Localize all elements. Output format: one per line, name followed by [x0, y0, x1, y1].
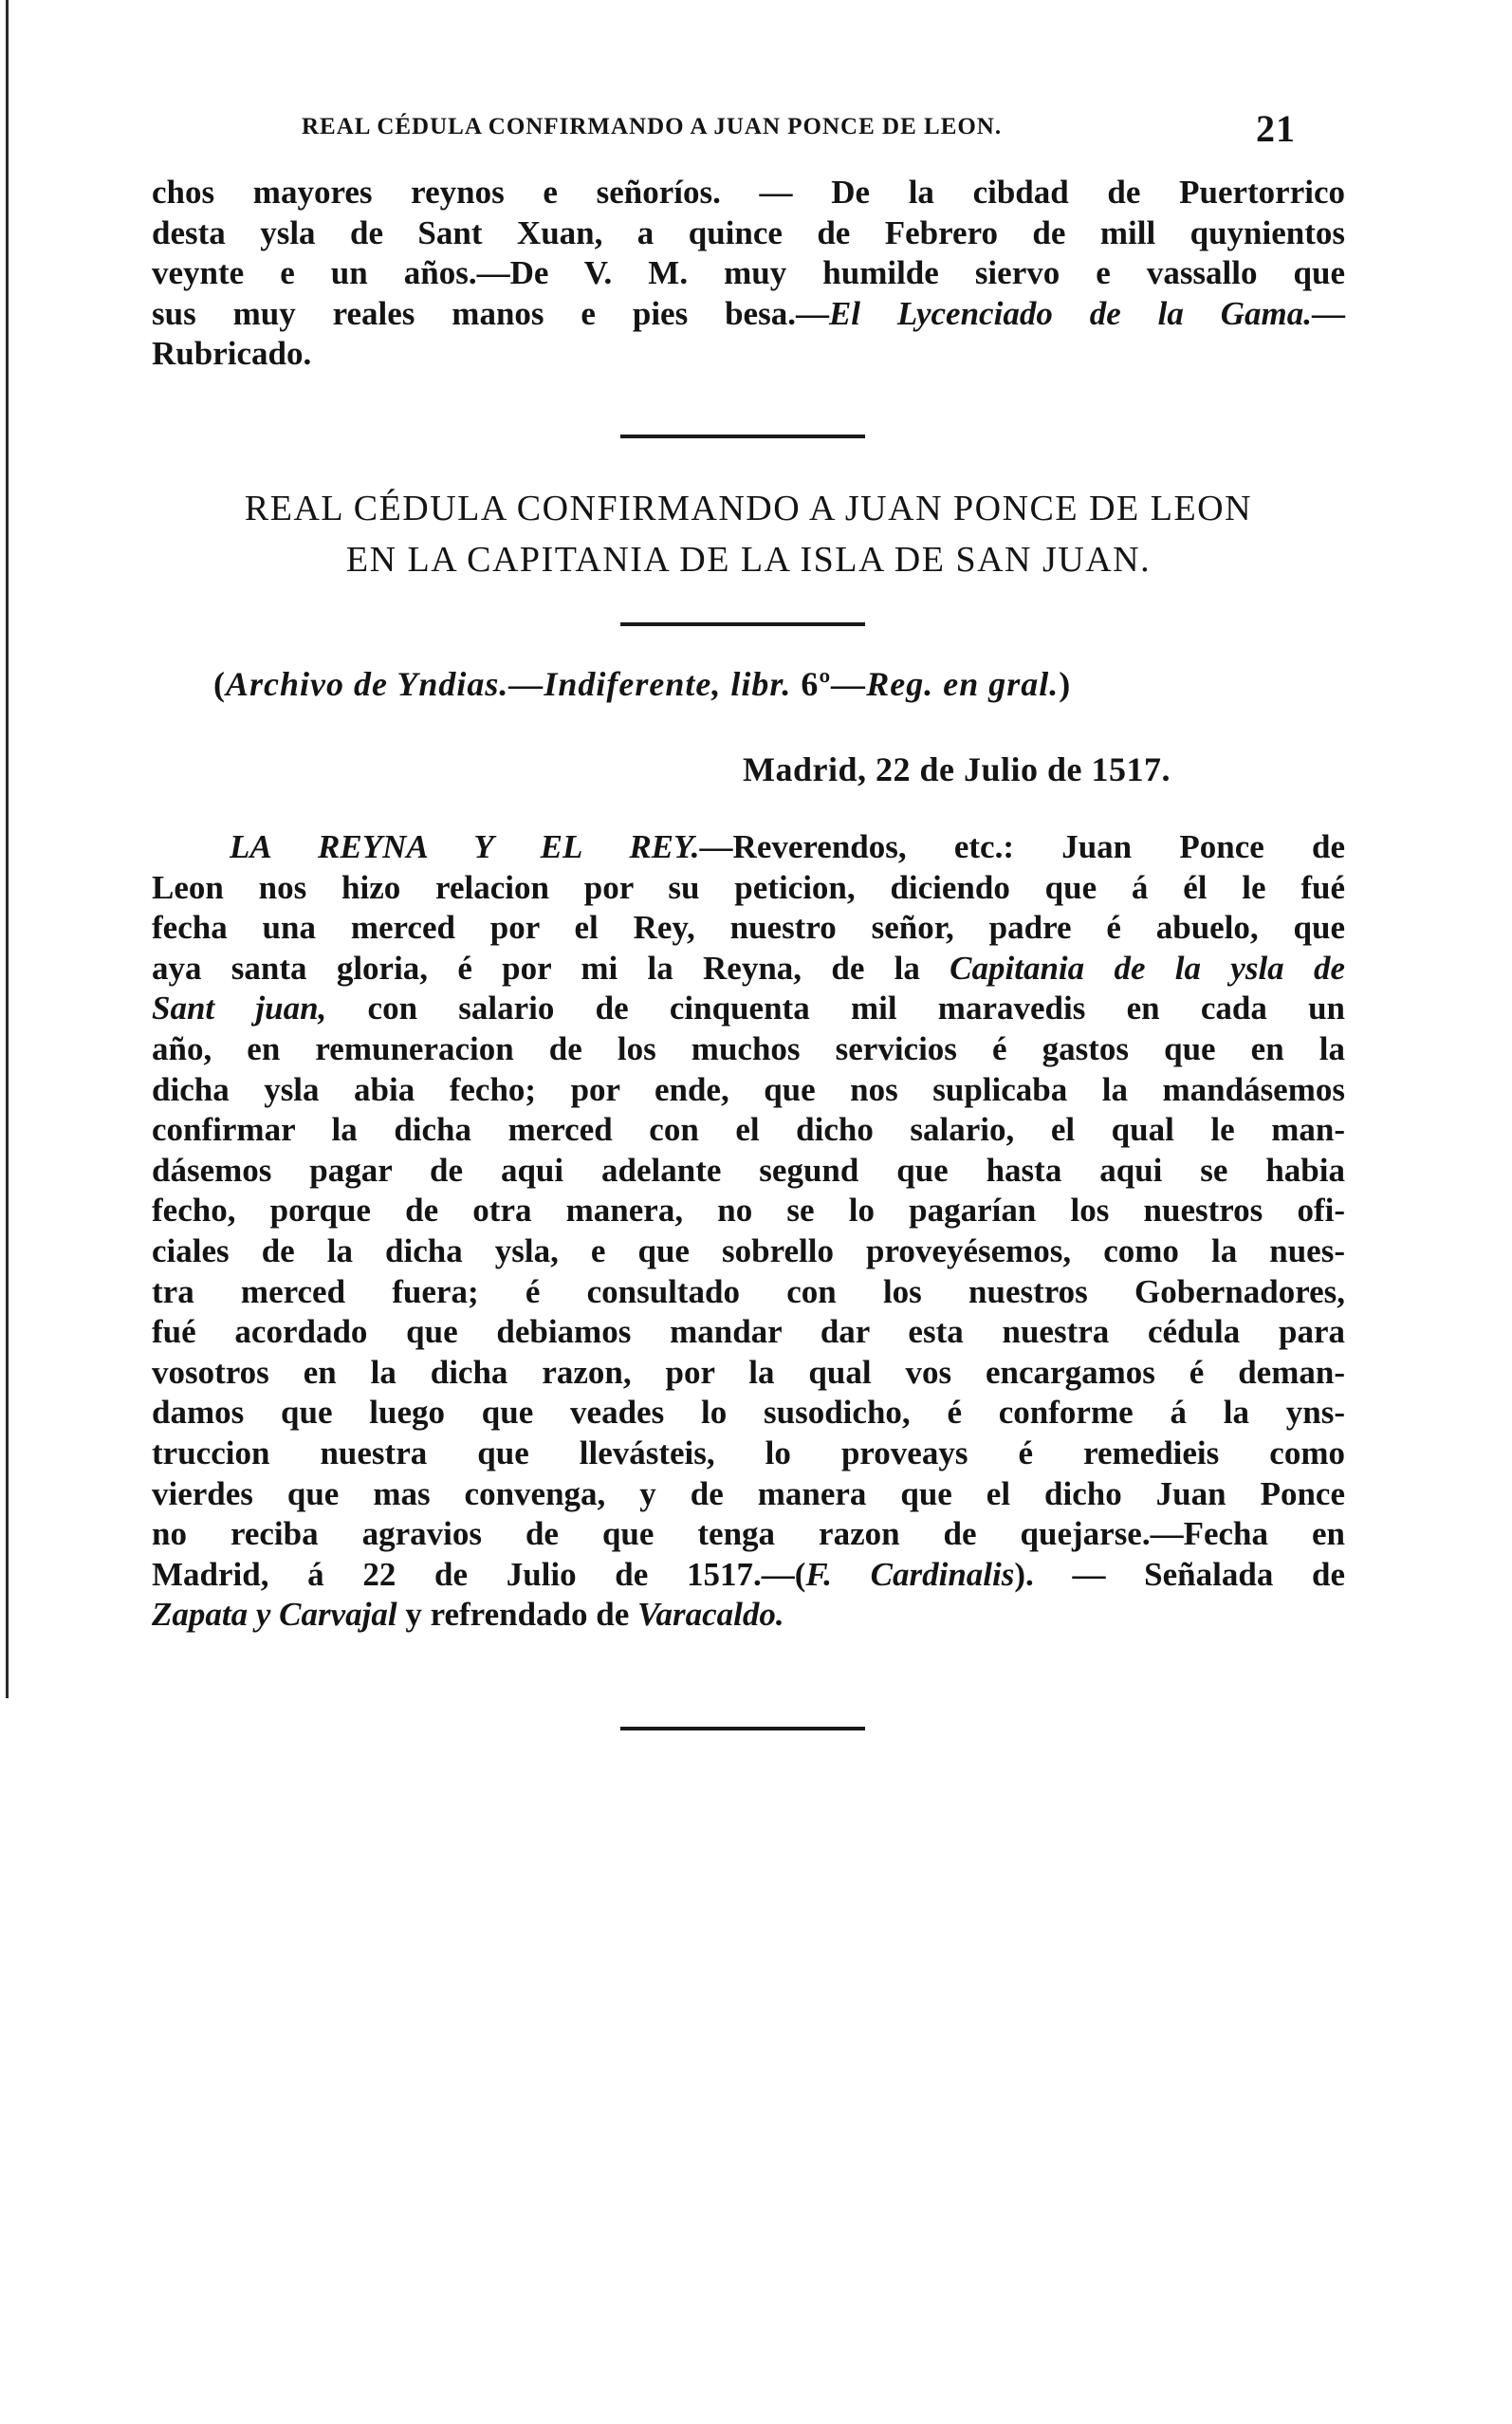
- signer-name: F. Cardinalis: [805, 1555, 1015, 1593]
- text-line: [152, 949, 1345, 990]
- sovereigns-heading: LA REYNA Y EL REY.: [230, 828, 700, 865]
- text-line: truccion nuestra que llevásteis, lo proveays é remedieis como: [152, 1434, 1345, 1471]
- running-head-title: REAL CÉDULA CONFIRMANDO A JUAN PONCE DE LEON.: [302, 114, 1003, 139]
- book-number: 6º: [801, 665, 832, 703]
- letter-closing-paragraph: [152, 173, 1345, 375]
- text-line: no reciba agravios de que tenga razon de quejarse.—Fecha en: [152, 1515, 1345, 1553]
- text-line: dásemos pagar de aqui adelante segund que hasta aqui se habia: [152, 1151, 1345, 1189]
- text-segment: y refrendado de: [396, 1596, 638, 1634]
- title-divider: [620, 622, 865, 626]
- text-segment: ). — Señalada de: [1014, 1555, 1345, 1593]
- text-segment: —: [1311, 294, 1345, 332]
- text-line: año, en remuneracion de los muchos servicios é gastos que en la: [152, 1029, 1345, 1067]
- text-line: [152, 1595, 1345, 1636]
- dateline: Madrid, 22 de Julio de 1517.: [743, 750, 1171, 788]
- text-line: [152, 827, 1345, 868]
- archive-reference: [213, 664, 1071, 704]
- text-line: desta ysla de Sant Xuan, a quince de Febrero de mill quynientos: [152, 213, 1345, 251]
- signatory-name: El Lycenciado de la Gama.: [828, 294, 1312, 332]
- document-title-line-2: EN LA CAPITANIA DE LA ISLA DE SAN JUAN.: [345, 540, 1152, 580]
- page-spine-edge: [6, 0, 9, 1698]
- text-line: [152, 294, 1345, 335]
- text-line: Rubricado.: [152, 335, 312, 373]
- text-line: chos mayores reynos e señoríos. — De la cibdad de Puertorrico: [152, 174, 1345, 211]
- text-line: fué acordado que debiamos mandar dar esta nuestra cédula para: [152, 1313, 1345, 1351]
- paren-close: ): [1059, 665, 1072, 703]
- running-head: [302, 106, 1296, 154]
- text-line: vosotros en la dicha razon, por la qual vos encargamos é deman-: [152, 1353, 1345, 1391]
- office-title-cont: Sant juan,: [152, 990, 327, 1027]
- text-line: [152, 1555, 1345, 1596]
- text-line: ciales de la dicha ysla, e que sobrello proveyésemos, como la nues-: [152, 1231, 1345, 1269]
- text-segment: aya santa gloria, é por mi la Reyna, de la: [152, 949, 950, 987]
- text-line: fecha una merced por el Rey, nuestro señor, padre é abuelo, que: [152, 909, 1345, 947]
- archive-source: Archivo de Yndias.—Indiferente, libr.: [226, 665, 802, 703]
- text-line: veynte e un años.—De V. M. muy humilde siervo e vassallo que: [152, 254, 1345, 292]
- office-title: Capitania de la ysla de: [950, 949, 1346, 987]
- text-segment: Madrid, á 22 de Julio de 1517.—(: [152, 1555, 806, 1593]
- countersigner-name: Varacaldo.: [637, 1596, 784, 1634]
- text-line: fecho, porque de otra manera, no se lo pagarían los nuestros ofi-: [152, 1192, 1345, 1230]
- text-segment: con salario de cinquenta mil maravedis en cada un: [326, 990, 1346, 1027]
- text-line: [152, 989, 1345, 1029]
- end-divider: [620, 1727, 865, 1730]
- cedula-paragraph: [152, 827, 1345, 1636]
- signer-names: Zapata y Carvajal: [152, 1596, 397, 1634]
- archive-register: —Reg. en gral.: [831, 665, 1060, 703]
- text-line: confirmar la dicha merced con el dicho salario, el qual le man-: [152, 1111, 1345, 1149]
- page-number: 21: [1256, 107, 1296, 150]
- text-line: damos que luego que veades lo susodicho, é conforme á la yns-: [152, 1394, 1345, 1432]
- paren-open: (: [213, 665, 226, 703]
- text-segment: —Reverendos, etc.: Juan Ponce de: [699, 828, 1345, 865]
- document-title-line-1: REAL CÉDULA CONFIRMANDO A JUAN PONCE DE LEON: [244, 489, 1253, 528]
- text-line: Leon nos hizo relacion por su peticion, diciendo que á él le fué: [152, 868, 1345, 906]
- text-line: vierdes que mas convenga, y de manera que el dicho Juan Ponce: [152, 1474, 1345, 1512]
- section-divider: [620, 435, 865, 438]
- text-line: tra merced fuera; é consultado con los nuestros Gobernadores,: [152, 1272, 1345, 1310]
- text-line: dicha ysla abia fecho; por ende, que nos suplicaba la mandásemos: [152, 1070, 1345, 1108]
- text-segment: sus muy reales manos e pies besa.—: [152, 294, 829, 332]
